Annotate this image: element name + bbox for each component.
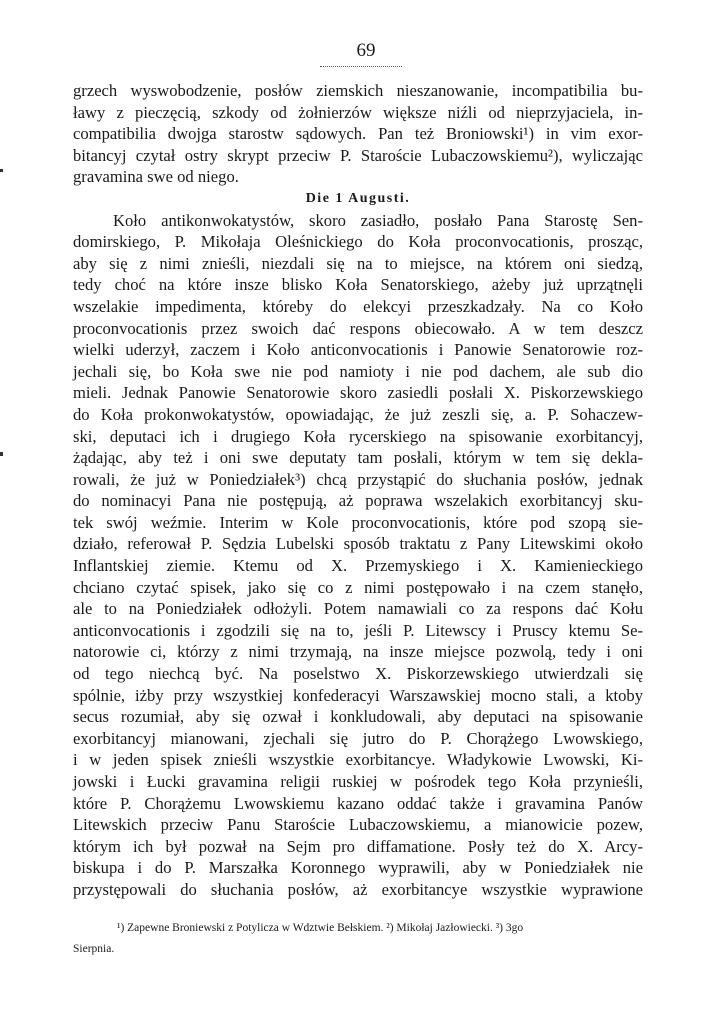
text-line: tedy choć na które insze blisko Koła Senatorskiego, ażeby już uprzątnęli (73, 275, 643, 295)
text-line: bitancyj czytał ostry skrypt przeciw P. Staroście Lubaczowskiemu²), wyliczając (73, 145, 643, 165)
text-line: żądając, aby też i oni swe deputaty tam posłali, którym w tem się dekla- (73, 448, 643, 468)
scan-artifact (0, 169, 3, 172)
text-line: domirskiego, P. Mikołaja Oleśnickiego do Koła proconvocationis, prosząc, (73, 232, 643, 252)
section-heading: Die 1 Augusti. (305, 190, 411, 206)
text-line: rowali, że już w Poniedziałek³) chcą przystąpić do słuchania posłów, jednak (73, 469, 643, 489)
text-line: grzech wyswobodzenie, posłów ziemskich nieszanowanie, incompatibilia bu- (73, 81, 643, 100)
text-line: ale to na Poniedziałek odłożyli. Potem namawiali co za respons dać Kołu (73, 599, 643, 619)
text-line: biskupa i do P. Marszałka Koronnego wyprawili, aby w Poniedziałek nie (73, 858, 643, 878)
text-line: compatibilia dwojga starostw sądowych. Pan też Broniowski¹) in vim exor- (73, 124, 643, 144)
text-line: natorowie ci, którzy z nimi trzymają, na insze miejsce pozwolą, tedy i oni (73, 642, 643, 662)
text-line: do Koła prokonwokatystów, opowiadając, że już zeszli się, a. P. Sohaczew- (73, 404, 643, 424)
scan-artifact (0, 452, 3, 456)
text-line: Litewskich przeciw Panu Staroście Lubaczowskiemu, a mianowicie pozew, (73, 815, 643, 835)
text-line: secus rozumiał, aby się ozwał i konkludowali, aby deputaci na spisowanie (73, 707, 643, 727)
text-line: ławy z pieczęcią, szkody od żołnierzów większe niźli od nieprzyjaciela, in- (73, 102, 643, 122)
text-line: przystępowali do słuchania posłów, aż exorbitancye wszystkie wyprawione (73, 879, 643, 899)
text-line: ski, deputaci ich i drugiego Koła rycerskiego na spisowanie exorbitancyj, (73, 426, 643, 446)
text-line: do nominacyi Pana nie postępują, aż poprawa wszelakich exorbitancyj sku- (73, 491, 643, 511)
text-line: i w jeden spisek znieśli wszystkie exorbitancye. Władykowie Lwowski, Ki- (73, 750, 643, 770)
text-line: jowski i Łucki gravamina religii ruskiej w pośrodek tego Koła przynieśli, (73, 772, 643, 791)
text-line: aby się z nimi znieśli, niezdali się na to miejsce, na którem oni siedzą, (73, 253, 643, 273)
text-line: mieli. Jednak Panowie Senatorowie skoro zasiedli posłali X. Piskorzewskiego (73, 383, 643, 403)
text-line: działo, referował P. Sędzia Lubelski sposób traktatu z Pany Litewskimi około (73, 534, 643, 554)
text-line: spólnie, iżby przy wszystkiej konfederacyi Warszawskiej mocno stali, a ktoby (73, 685, 643, 705)
text-line: tek swój weźmie. Interim w Kole proconvocationis, które pod szopą sie- (73, 512, 643, 532)
text-line: exorbitancyj mianowani, zjechali się jutro do P. Chorążego Lwowskiego, (73, 728, 643, 748)
text-line: chciano czytać spisek, jako się co z nimi postępowało i na czem stanęło, (73, 577, 643, 597)
text-line: jechali się, bo Koła swe nie pod namioty i nie pod dachem, ale sub dio (73, 361, 643, 381)
footnotes (73, 918, 643, 960)
text-line: gravamina swe od niego. (73, 167, 239, 187)
body-text (73, 80, 643, 901)
text-line: od tego niechcą być. Na poselstwo X. Piskorzewskiego utwierdzali się (73, 664, 643, 684)
footnote-line: Sierpnia. (73, 943, 115, 955)
text-line: którym ich był pozwał na Sejm pro diffamatione. Posły też do X. Arcy- (73, 836, 643, 856)
page-number: 69 (356, 40, 376, 61)
text-line: Koło antikonwokatystów, skoro zasiadło, posłało Pana Starostę Sen- (113, 210, 643, 230)
text-line: Inflantskiej ziemie. Ktemu od X. Przemyskiego i X. Kamienieckiego (73, 556, 643, 576)
footnote-line: ¹) Zapewne Broniewski z Potylicza w Wdztwie Bełskiem. ²) Mikołaj Jazłowiecki. ³) 3go (117, 922, 524, 934)
text-line: proconvocationis przez swoich dać respons obiecowało. A w tem deszcz (73, 318, 643, 338)
page-number-rule (320, 66, 402, 67)
text-line: które P. Chorążemu Lwowskiemu kazano oddać także i gravamina Panów (73, 793, 643, 813)
text-line: wielki uderzył, zaczem i Koło anticonvocationis i Panowie Senatorowie roz- (73, 340, 643, 360)
text-line: anticonvocationis i zgodzili się na to, jeśli P. Litewscy i Pruscy ktemu Se- (73, 620, 643, 640)
text-line: wszelakie impedimenta, któreby do elekcyi przeszkadzały. Na co Koło (73, 296, 643, 316)
